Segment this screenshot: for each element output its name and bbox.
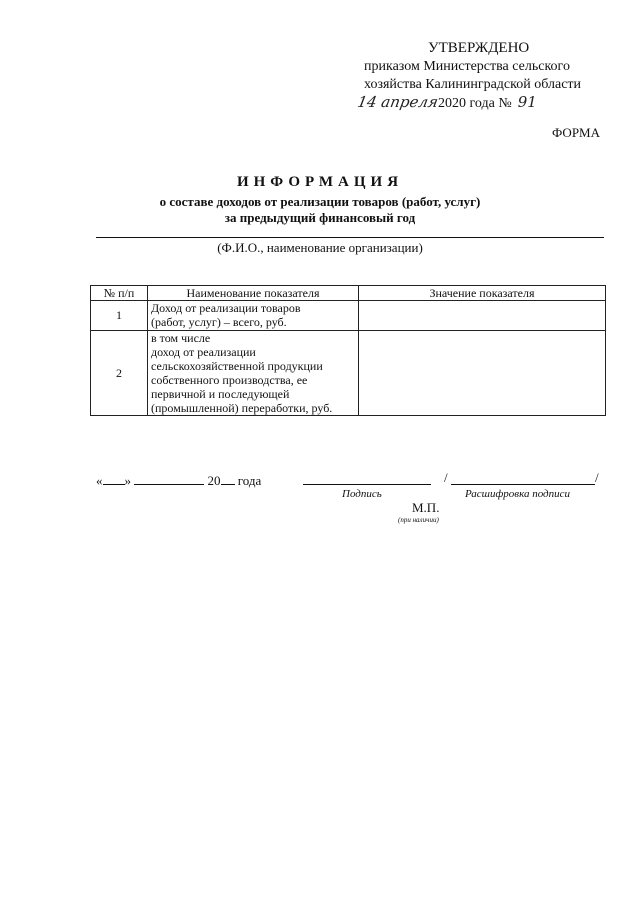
header-indicator-value: Значение показателя xyxy=(359,286,606,301)
fio-caption: (Ф.И.О., наименование организации) xyxy=(217,240,423,255)
row-name-line: (работ, услуг) – всего, руб. xyxy=(151,315,287,329)
order-year-text: 2020 года № xyxy=(438,96,512,111)
approved-heading: УТВЕРЖДЕНО xyxy=(428,40,530,56)
handwritten-date: 14 апреля xyxy=(355,93,440,111)
stamp-note: (при наличии) xyxy=(398,516,439,524)
table-row xyxy=(91,301,606,331)
row-name-line: Доход от реализации товаров xyxy=(151,301,301,315)
row-value-cell xyxy=(359,331,606,416)
month-blank xyxy=(134,472,204,485)
decoding-line xyxy=(451,484,595,485)
document-title: ИНФОРМАЦИЯ xyxy=(236,174,404,190)
handwritten-order-number: 91 xyxy=(517,93,537,111)
row-name-line: сельскохозяйственной продукции xyxy=(151,359,323,373)
decoding-caption: Расшифровка подписи xyxy=(465,488,570,500)
form-label: ФОРМА xyxy=(552,125,600,140)
fio-fill-line xyxy=(96,237,604,238)
date-fill-line xyxy=(96,472,261,489)
row-value-cell xyxy=(359,301,606,331)
row-name-line: в том числе xyxy=(151,331,211,345)
row-name-line: доход от реализации xyxy=(151,345,256,359)
year-prefix: 20 xyxy=(207,473,221,488)
row-number: 2 xyxy=(91,331,148,416)
income-table xyxy=(90,285,606,416)
header-number: № п/п xyxy=(91,286,148,301)
order-date-line xyxy=(338,93,537,112)
signature-line xyxy=(303,484,431,485)
year-blank xyxy=(221,472,235,485)
row-name-line: первичной и последующей xyxy=(151,387,290,401)
row-indicator-name xyxy=(148,301,359,331)
table-row xyxy=(91,331,606,416)
quote-open: « xyxy=(96,473,103,488)
order-line-1: приказом Министерства сельского xyxy=(364,59,570,74)
slash-left: / xyxy=(444,470,448,485)
row-indicator-name xyxy=(148,331,359,416)
row-name-line: (промышленной) переработки, руб. xyxy=(151,401,333,415)
year-suffix: года xyxy=(237,473,262,488)
header-indicator-name: Наименование показателя xyxy=(148,286,359,301)
row-number: 1 xyxy=(91,301,148,331)
document-subtitle-line-2: за предыдущий финансовый год xyxy=(224,210,416,225)
signature-caption: Подпись xyxy=(342,488,382,500)
document-subtitle-line-1: о составе доходов от реализации товаров (работ, услуг) xyxy=(159,194,481,209)
table-header-row xyxy=(91,286,606,301)
row-name-line: собственного производства, ее xyxy=(151,373,308,387)
order-line-2: хозяйства Калининградской области xyxy=(364,77,582,92)
stamp-label: М.П. xyxy=(412,500,440,515)
quote-close: » xyxy=(124,473,131,488)
slash-right: / xyxy=(595,470,599,485)
day-blank xyxy=(103,472,125,485)
